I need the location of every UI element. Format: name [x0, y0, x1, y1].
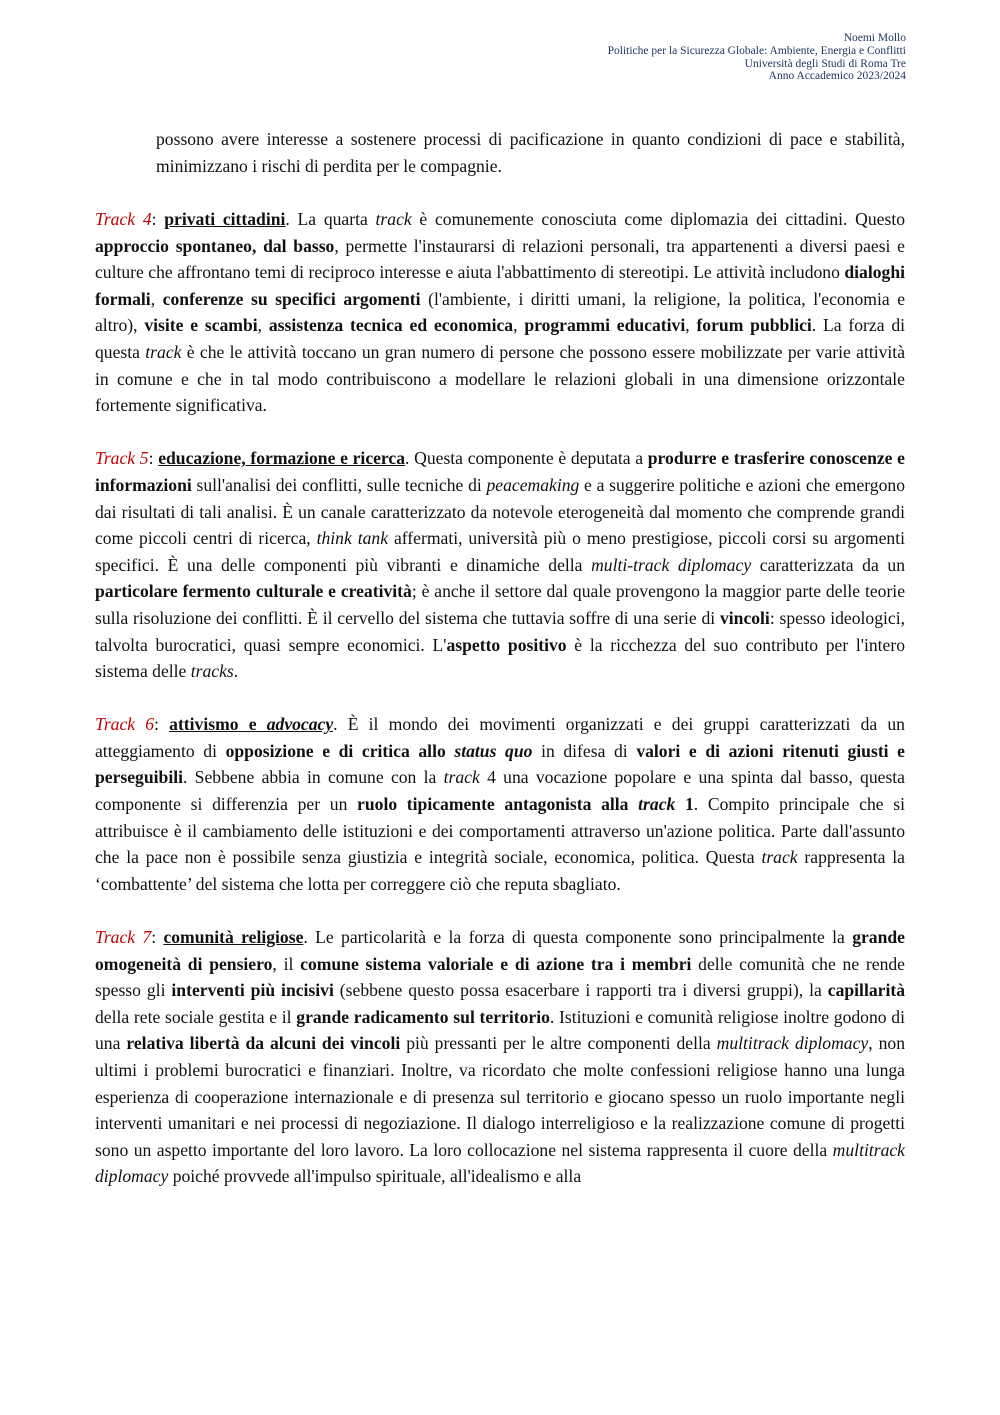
paragraph-spacer — [95, 685, 905, 712]
header-academic-year: Anno Accademico 2023/2024 — [768, 70, 906, 83]
paragraph-track-6: Track 6: attivismo e advocacy. È il mondo dei movimenti organizzati e dei gruppi caratterizzati da un atteggiamento di opposizione e di critica allo status quo in difesa di valori e di azioni ritenuti giusti e perseguibili. Sebbene abbia in comune con la track 4 una vocazione popolare e una spinta dal basso, questa componente si differenzia per un ruolo tipicamente antagonista alla track 1. Compito principale che si attribuisce è il cambiamento delle istituzioni e dei comportamenti attraverso un'azione politica. Parte dall'assunto che la pace non è possibile senza giustizia e integrità sociale, economica, politica. Questa track rappresenta la ‘combattente’ del sistema che lotta per correggere ciò che reputa sbagliato. — [95, 714, 905, 894]
paragraph-spacer — [95, 897, 905, 924]
track-7-label: Track 7 — [95, 927, 152, 948]
header-course: Politiche per la Sicurezza Globale: Ambiente, Energia e Conflitti — [607, 44, 906, 57]
track-4-label: Track 4 — [95, 209, 152, 229]
paragraph-spacer — [95, 419, 905, 446]
continuation-text: possono avere interesse a sostenere processi di pacificazione in quanto condizioni di pace e stabilità, minimizzano i rischi di perdita per le compagnie. — [156, 129, 905, 176]
header-author: Noemi Mollo — [843, 32, 906, 44]
track-5-title: educazione, formazione e ricerca — [158, 448, 406, 469]
paragraph-track-7: Track 7: comunità religiose. Le particolarità e la forza di questa componente sono principalmente la grande omogeneità di pensiero, il comune sistema valoriale e di azione tra i membri delle comunità che ne rende spesso gli interventi più incisivi (sebbene questo possa esacerbare i rapporti tra i diversi gruppi), la capillarità della rete sociale gestita e il grande radicamento sul territorio. Istituzioni e comunità religiose inoltre godono di una relativa libertà da alcuni dei vincoli più pressanti per le altre componenti della multitrack diplomacy, non ultimi i problemi burocratici e finanziari. Inoltre, va ricordato che molte confessioni religiose hanno una lunga esperienza di cooperazione internazionale e di presenza sul territorio e giocano spesso un ruolo importante negli interventi umanitari e nei processi di negoziazione. Il dialogo interreligioso e la realizzazione comune di progetti sono un aspetto importante del loro lavoro. La loro collocazione nel sistema rappresenta il cuore della multitrack diplomacy poiché provvede all'impulso spirituale, all'idealismo e alla — [95, 927, 905, 1187]
header-university: Università degli Studi di Roma Tre — [744, 57, 906, 70]
paragraph-track-4: Track 4: privati cittadini. La quarta track è comunemente conosciuta come diplomazia dei cittadini. Questo approccio spontaneo, dal basso, permette l'instaurarsi di relazioni personali, tra appartenenti a diversi paesi e culture che affrontano temi di reciproco interesse e aiuta l'abbattimento di stereotipi. Le attività includono dialoghi formali, conferenze su specifici argomenti (l'ambiente, i diritti umani, la religione, la politica, l'economia e altro), visite e scambi, assistenza tecnica ed economica, programmi educativi, forum pubblici. La forza di questa track è che le attività toccano un gran numero di persone che possono essere mobilizzate per varie attività in comune e che in tal modo contribuiscono a modellare le relazioni globali in una dimensione orizzontale fortemente significativa. — [95, 209, 906, 416]
paragraph-track-5: Track 5: educazione, formazione e ricerca. Questa componente è deputata a produrre e trasferire conoscenze e informazioni sull'analisi dei conflitti, sulle tecniche di peacemaking e a suggerire politiche e azioni che emergono dai risultati di tali analisi. È un canale caratterizzato da notevole eterogeneità dal momento che comprende grandi come piccoli centri di ricerca, think tank affermati, università più o meno prestigiose, piccoli corsi su argomenti specifici. È una delle componenti più vibranti e dinamiche della multi-track diplomacy caratterizzata da un particolare fermento culturale e creatività; è anche il settore dal quale provengono la maggior parte delle teorie sulla risoluzione dei conflitti. È il cervello del sistema che tuttavia soffre di una serie di vincoli: spesso ideologici, talvolta burocratici, quasi sempre economici. L'aspetto positivo è la ricchezza del suo contributo per l'intero sistema delle tracks. — [95, 448, 906, 682]
track-7-title: comunità religiose — [163, 927, 304, 948]
track-5-label: Track 5 — [95, 448, 149, 469]
track-6-title: attivismo e advocacy — [169, 714, 334, 735]
page-header — [608, 32, 906, 83]
document-body — [95, 206, 905, 1190]
continuation-paragraph — [95, 126, 905, 179]
track-4-title: privati cittadini — [164, 209, 286, 229]
track-6-label: Track 6 — [95, 714, 155, 735]
